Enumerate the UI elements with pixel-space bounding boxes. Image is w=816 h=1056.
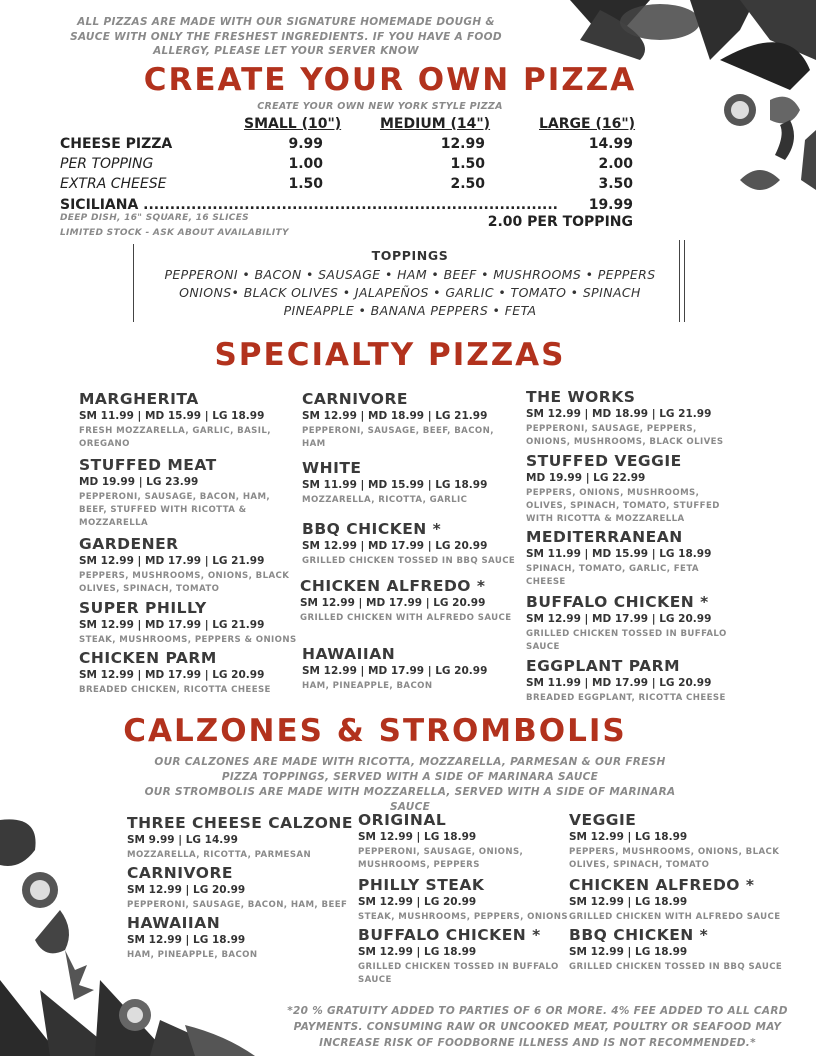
siciliana-price: 19.99 [588, 197, 633, 213]
calzone-item [569, 876, 794, 924]
item-price: SM 12.99 | LG 20.99 [127, 884, 246, 896]
item-desc: BREADED CHICKEN, RICOTTA CHEESE [79, 685, 271, 695]
topping-small-price: 1.00 [288, 156, 323, 172]
item-price: SM 12.99 | LG 18.99 [569, 896, 688, 908]
item-name: BUFFALO CHICKEN * [358, 926, 541, 944]
specialty-item [302, 459, 527, 507]
footer-note: *20 % GRATUITY ADDED TO PARTIES OF 6 OR MORE. 4% FEE ADDED TO ALL CARD PAYMENTS. CONSUMING RAW OR UNCOOKED MEAT, POULTRY OR SEAFOOD MAY INCREASE RISK OF FOODBORNE ILLNESS AND IS NOT RECOMMENDED.* [287, 1005, 788, 1049]
item-name: HAWAIIAN [127, 914, 221, 932]
item-name: CHICKEN ALFREDO * [300, 577, 486, 595]
item-name: MEDITERRANEAN [526, 528, 683, 546]
per-topping-label: PER TOPPING [60, 156, 154, 172]
item-name: MARGHERITA [79, 390, 199, 408]
item-desc: GRILLED CHICKEN TOSSED IN BUFFALO SAUCE [358, 962, 559, 985]
extra-small-price: 1.50 [288, 176, 323, 192]
item-price: SM 12.99 | LG 18.99 [569, 946, 688, 958]
toppings-bracket-left [133, 244, 136, 322]
siciliana-detail-2: LIMITED STOCK - ASK ABOUT AVAILABILITY [60, 228, 289, 238]
item-name: BBQ CHICKEN * [569, 926, 709, 944]
toppings-line-1: PEPPERONI • BACON • SAUSAGE • HAM • BEEF • MUSHROOMS • PEPPERS [164, 267, 656, 282]
siciliana-topping-price: 2.00 PER TOPPING [487, 214, 633, 230]
item-desc: STEAK, MUSHROOMS, PEPPERS, ONIONS [358, 912, 568, 922]
item-price: SM 12.99 | LG 18.99 [358, 831, 477, 843]
item-price: MD 19.99 | LG 22.99 [526, 472, 646, 484]
specialty-item [79, 649, 304, 697]
item-name: CARNIVORE [302, 390, 408, 408]
item-name: STUFFED MEAT [79, 456, 217, 474]
item-desc: GRILLED CHICKEN TOSSED IN BBQ SAUCE [302, 556, 516, 566]
specialty-item [79, 535, 304, 596]
item-name: STUFFED VEGGIE [526, 452, 682, 470]
item-desc: PEPPERONI, SAUSAGE, PEPPERS, ONIONS, MUSHROOMS, BLACK OLIVES [526, 424, 724, 447]
extra-large-price: 3.50 [598, 176, 633, 192]
item-price: SM 12.99 | MD 17.99 | LG 21.99 [79, 555, 265, 567]
specialty-item [526, 388, 751, 449]
specialty-item [302, 645, 527, 693]
item-price: SM 12.99 | MD 17.99 | LG 20.99 [302, 665, 488, 677]
specialty-item [79, 456, 304, 530]
cheese-pizza-label: CHEESE PIZZA [60, 136, 173, 152]
siciliana-detail-1: DEEP DISH, 16" SQUARE, 16 SLICES [60, 213, 249, 223]
item-desc: GRILLED CHICKEN WITH ALFREDO SAUCE [569, 912, 781, 922]
item-desc: PEPPERONI, SAUSAGE, BEEF, BACON, HAM [302, 426, 494, 449]
item-name: VEGGIE [569, 811, 637, 829]
item-price: SM 12.99 | MD 17.99 | LG 20.99 [526, 613, 712, 625]
item-price: SM 12.99 | MD 18.99 | LG 21.99 [526, 408, 712, 420]
item-price: SM 11.99 | MD 15.99 | LG 18.99 [302, 479, 488, 491]
extra-medium-price: 2.50 [450, 176, 485, 192]
specialty-item [526, 528, 751, 589]
item-desc: PEPPERONI, SAUSAGE, ONIONS, MUSHROOMS, PEPPERS [358, 847, 524, 870]
item-name: CHICKEN ALFREDO * [569, 876, 755, 894]
item-name: BUFFALO CHICKEN * [526, 593, 709, 611]
specialty-item [79, 599, 304, 647]
item-name: SUPER PHILLY [79, 599, 207, 617]
calzone-item [569, 811, 794, 872]
specialty-item [302, 520, 527, 568]
item-desc: FRESH MOZZARELLA, GARLIC, BASIL, OREGANO [79, 426, 271, 449]
create-subtitle: CREATE YOUR OWN NEW YORK STYLE PIZZA [257, 101, 503, 112]
item-desc: PEPPERS, MUSHROOMS, ONIONS, BLACK OLIVES, SPINACH, TOMATO [569, 847, 780, 870]
item-desc: BREADED EGGPLANT, RICOTTA CHEESE [526, 693, 726, 703]
item-price: SM 12.99 | MD 17.99 | LG 20.99 [302, 540, 488, 552]
item-price: MD 19.99 | LG 23.99 [79, 476, 199, 488]
calzone-item [127, 864, 352, 912]
item-price: SM 12.99 | LG 20.99 [358, 896, 477, 908]
item-desc: GRILLED CHICKEN TOSSED IN BUFFALO SAUCE [526, 629, 727, 652]
item-name: CARNIVORE [127, 864, 233, 882]
specialty-item [526, 452, 751, 526]
cheese-medium-price: 12.99 [440, 136, 485, 152]
item-name: HAWAIIAN [302, 645, 396, 663]
create-title: CREATE YOUR OWN PIZZA [143, 62, 637, 98]
item-desc: STEAK, MUSHROOMS, PEPPERS & ONIONS [79, 635, 297, 645]
item-name: ORIGINAL [358, 811, 447, 829]
cheese-large-price: 14.99 [588, 136, 633, 152]
item-desc: SPINACH, TOMATO, GARLIC, FETA CHEESE [526, 564, 699, 587]
calzones-note-2: OUR STROMBOLIS ARE MADE WITH MOZZARELLA, SERVED WITH A SIDE OF MARINARA SAUCE [144, 786, 676, 813]
toppings-line-3: PINEAPPLE • BANANA PEPPERS • FETA [283, 303, 537, 318]
calzone-item [127, 914, 352, 962]
item-price: SM 11.99 | MD 15.99 | LG 18.99 [526, 548, 712, 560]
item-price: SM 12.99 | MD 17.99 | LG 21.99 [79, 619, 265, 631]
specialty-item [526, 657, 751, 705]
item-name: THREE CHEESE CALZONE [127, 814, 353, 832]
item-name: PHILLY STEAK [358, 876, 485, 894]
item-desc: PEPPERONI, SAUSAGE, BACON, HAM, BEEF [127, 900, 348, 910]
specialty-item [300, 577, 525, 625]
extra-cheese-label: EXTRA CHEESE [60, 176, 167, 192]
item-desc: MOZZARELLA, RICOTTA, GARLIC [302, 495, 468, 505]
topping-large-price: 2.00 [598, 156, 633, 172]
calzones-title: CALZONES & STROMBOLIS [123, 713, 627, 749]
calzone-item [569, 926, 794, 974]
size-small-header: SMALL (10") [244, 116, 342, 132]
calzone-item [358, 926, 583, 987]
size-large-header: LARGE (16") [539, 116, 636, 132]
item-name: BBQ CHICKEN * [302, 520, 442, 538]
specialty-title: SPECIALTY PIZZAS [214, 337, 566, 373]
item-desc: PEPPERS, ONIONS, MUSHROOMS, OLIVES, SPINACH, TOMATO, STUFFED WITH RICOTTA & MOZZARELLA [526, 488, 720, 524]
item-desc: GRILLED CHICKEN TOSSED IN BBQ SAUCE [569, 962, 783, 972]
calzone-item [358, 811, 583, 872]
calzone-item [358, 876, 583, 924]
calzones-note-1: OUR CALZONES ARE MADE WITH RICOTTA, MOZZARELLA, PARMESAN & OUR FRESH PIZZA TOPPINGS, SERVED WITH A SIDE OF MARINARA SAUCE [154, 756, 666, 783]
intro-note: ALL PIZZAS ARE MADE WITH OUR SIGNATURE HOMEMADE DOUGH & SAUCE WITH ONLY THE FRESHEST INGREDIENTS. IF YOU HAVE A FOOD ALLERGY, PLEASE LET YOUR SERVER KNOW [70, 16, 502, 57]
cheese-small-price: 9.99 [288, 136, 323, 152]
item-name: CHICKEN PARM [79, 649, 217, 667]
item-name: WHITE [302, 459, 362, 477]
calzone-item [127, 814, 352, 862]
item-price: SM 12.99 | MD 17.99 | LG 20.99 [79, 669, 265, 681]
item-price: SM 11.99 | MD 17.99 | LG 20.99 [526, 677, 712, 689]
item-price: SM 12.99 | LG 18.99 [127, 934, 246, 946]
size-medium-header: MEDIUM (14") [380, 116, 491, 132]
item-name: EGGPLANT PARM [526, 657, 680, 675]
item-price: SM 12.99 | MD 17.99 | LG 20.99 [300, 597, 486, 609]
item-price: SM 12.99 | MD 18.99 | LG 21.99 [302, 410, 488, 422]
specialty-item [302, 390, 527, 451]
specialty-item [526, 593, 751, 654]
item-name: THE WORKS [526, 388, 636, 406]
item-desc: PEPPERONI, SAUSAGE, BACON, HAM, BEEF, STUFFED WITH RICOTTA & MOZZARELLA [79, 492, 271, 528]
item-price: SM 12.99 | LG 18.99 [358, 946, 477, 958]
item-price: SM 11.99 | MD 15.99 | LG 18.99 [79, 410, 265, 422]
specialty-item [79, 390, 304, 451]
item-desc: PEPPERS, MUSHROOMS, ONIONS, BLACK OLIVES, SPINACH, TOMATO [79, 571, 290, 594]
toppings-line-2: ONIONS• BLACK OLIVES • JALAPEÑOS • GARLIC • TOMATO • SPINACH [179, 285, 641, 300]
item-desc: HAM, PINEAPPLE, BACON [127, 950, 258, 960]
item-name: GARDENER [79, 535, 179, 553]
siciliana-label: SICILIANA .............................................................................. [60, 197, 558, 213]
toppings-title: TOPPINGS [371, 248, 449, 263]
item-desc: GRILLED CHICKEN WITH ALFREDO SAUCE [300, 613, 512, 623]
item-desc: HAM, PINEAPPLE, BACON [302, 681, 433, 691]
item-price: SM 12.99 | LG 18.99 [569, 831, 688, 843]
topping-medium-price: 1.50 [450, 156, 485, 172]
item-desc: MOZZARELLA, RICOTTA, PARMESAN [127, 850, 312, 860]
item-price: SM 9.99 | LG 14.99 [127, 834, 238, 846]
